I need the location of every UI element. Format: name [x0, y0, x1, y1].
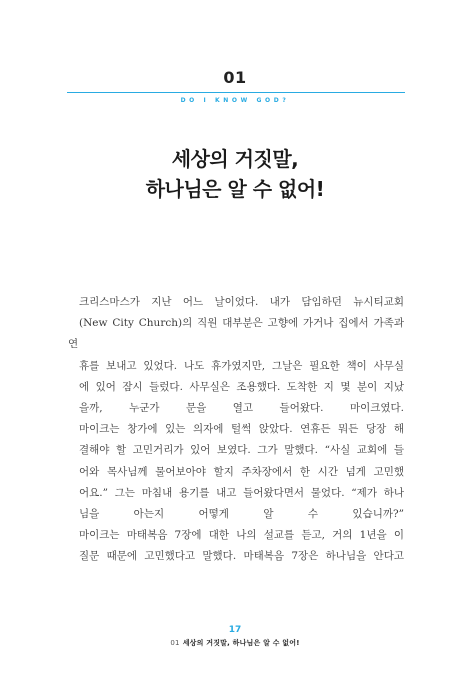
page-number: 17	[228, 625, 242, 635]
text-line: 크리스마스가 지난 어느 날이었다. 내가 담임하던 뉴시티교회	[79, 296, 404, 308]
text-line: (New City Church)의 직원 대부분은 고향에 가거나 집에서 가족과 연	[68, 317, 404, 351]
text-line: 에 있어 잠시 들렀다. 사무실은 조용했다. 도착한 지 몇 분이 지났	[79, 380, 404, 393]
paragraph-2	[68, 419, 404, 525]
chapter-divider	[67, 92, 405, 93]
text-line: 마이크는 창가에 있는 의자에 털썩 앉았다. 연휴든 뭐든 당장 해	[79, 423, 404, 436]
text-line: 어와 목사님께 물어보아야 할지 주차장에서 한 시간 넘게 고민했	[79, 465, 404, 478]
text-line: 휴를 보내고 있었다. 나도 휴가였지만, 그날은 필요한 책이 사무실	[79, 359, 404, 372]
chapter-number: 01	[223, 68, 247, 87]
footer-chapter-number: 01	[170, 639, 180, 647]
chapter-title-line-1: 세상의 거짓말,	[171, 147, 299, 171]
text-line: 을까, 누군가 문을 열고 들어왔다. 마이크였다.	[79, 402, 404, 415]
chapter-subtitle: DO I KNOW GOD?	[180, 97, 290, 104]
chapter-title	[0, 144, 470, 204]
running-footer	[0, 638, 470, 648]
text-line: 질문 때문에 고민했다고 말했다. 마태복음 7장은 하나님을 안다고	[79, 550, 404, 563]
paragraph-1	[68, 292, 404, 419]
body-text	[68, 292, 404, 568]
footer-chapter-title: 세상의 거짓말, 하나님은 알 수 없어!	[182, 639, 300, 647]
chapter-title-line-2: 하나님은 알 수 없어!	[145, 177, 325, 201]
text-line: 결해야 할 고민거리가 있어 보였다. 그가 말했다. “사실 교회에 들	[79, 444, 404, 457]
paragraph-3	[68, 525, 404, 567]
text-line: 어요.” 그는 마침내 용기를 내고 들어왔다면서 물었다. “제가 하나	[79, 486, 404, 499]
text-line: 마이크는 마태복음 7장에 대한 나의 설교를 듣고, 거의 1년을 이	[79, 529, 404, 542]
text-line: 님을 아는지 어떻게 알 수 있습니까?”	[79, 508, 404, 521]
